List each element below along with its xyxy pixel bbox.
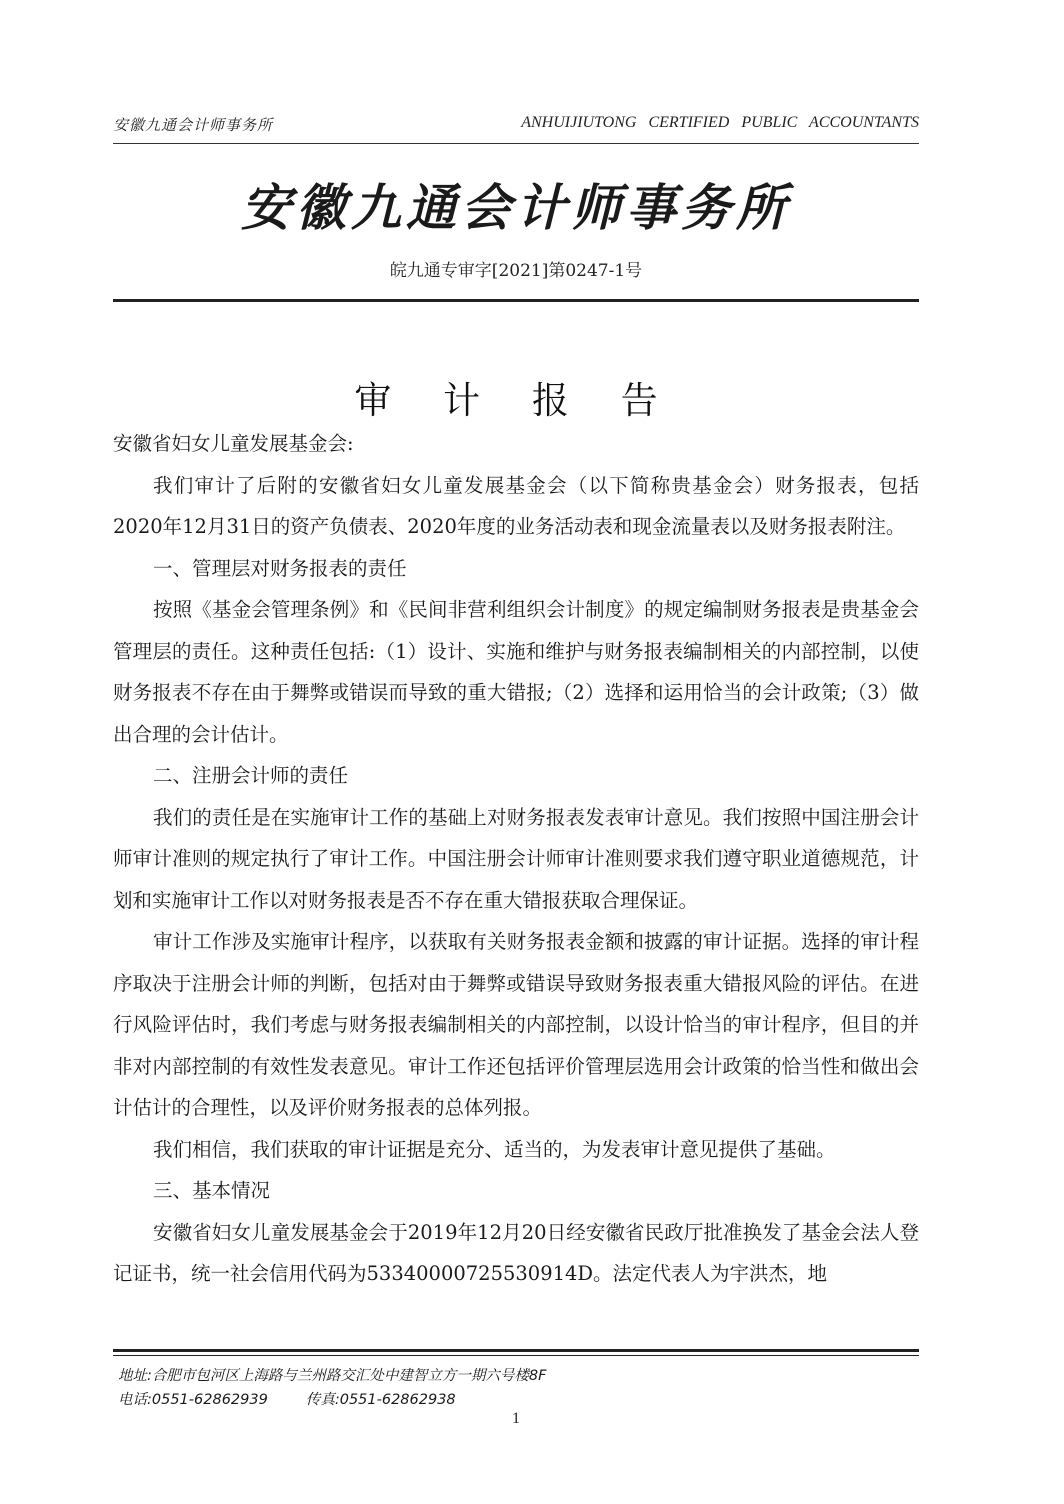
footer-contact bbox=[118, 1388, 456, 1409]
header-divider bbox=[113, 143, 919, 144]
running-header bbox=[113, 112, 919, 140]
firm-title: 安徽九通会计师事务所 bbox=[241, 179, 791, 237]
paragraph-management-responsibility: 按照《基金会管理条例》和《民间非营利组织会计制度》的规定编制财务报表是贵基金会管理层的责任。这种责任包括:（1）设计、实施和维护与财务报表编制相关的内部控制，以使财务报表不存在由于舞弊或错误而导致的重大错报;（2）选择和运用恰当的会计政策;（3）做出合理的会计估计。 bbox=[113, 598, 919, 746]
header-firm-name-en: ANHUIJIUTONG CERTIFIED PUBLIC ACCOUNTANTS bbox=[521, 114, 919, 131]
salutation: 安徽省妇女儿童发展基金会: bbox=[113, 432, 354, 455]
section-heading-management: 一、管理层对财务报表的责任 bbox=[153, 556, 407, 580]
paragraph-basic-info: 安徽省妇女儿童发展基金会于2019年12月20日经安徽省民政厅批准换发了基金会法人登记证书，统一社会信用代码为53340000725530914D。法定代表人为宇洪杰，地 bbox=[113, 1220, 919, 1285]
header-firm-name-cn: 安徽九通会计师事务所 bbox=[113, 116, 274, 134]
page-number: 1 bbox=[512, 1410, 520, 1427]
footer-divider-thick bbox=[113, 1349, 919, 1352]
report-body bbox=[113, 423, 919, 1295]
footer-phone: 电话:0551-62862939 bbox=[118, 1392, 268, 1408]
document-number: 皖九通专审字[2021]第0247-1号 bbox=[389, 261, 643, 281]
paragraph-audit-procedures: 审计工作涉及实施审计程序，以获取有关财务报表金额和披露的审计证据。选择的审计程序取决于注册会计师的判断，包括对由于舞弊或错误导致财务报表重大错报风险的评估。在进行风险评估时，我们考虑与财务报表编制相关的内部控制，以设计恰当的审计程序，但目的并非对内部控制的有效性发表意见。审计工作还包括评价管理层选用会计政策的恰当性和做出会计估计的合理性，以及评价财务报表的总体列报。 bbox=[113, 930, 919, 1119]
section-heading-auditor: 二、注册会计师的责任 bbox=[153, 764, 349, 787]
title-divider bbox=[113, 299, 919, 302]
footer-divider-thin bbox=[113, 1355, 919, 1356]
section-heading-basic-info: 三、基本情况 bbox=[153, 1179, 271, 1202]
paragraph-audit-evidence: 我们相信，我们获取的审计证据是充分、适当的，为发表审计意见提供了基础。 bbox=[153, 1137, 836, 1161]
report-title: 审 计 报 告 bbox=[354, 379, 678, 422]
footer-fax: 传真:0551-62862938 bbox=[305, 1392, 456, 1408]
paragraph-intro: 我们审计了后附的安徽省妇女儿童发展基金会（以下简称贵基金会）财务报表，包括2020年12月31日的资产负债表、2020年度的业务活动表和现金流量表以及财务报表附注。 bbox=[113, 473, 919, 538]
footer-address: 地址:合肥市包河区上海路与兰州路交汇处中建智立方一期六号楼8F bbox=[118, 1368, 547, 1384]
paragraph-auditor-responsibility: 我们的责任是在实施审计工作的基础上对财务报表发表审计意见。我们按照中国注册会计师审计准则的规定执行了审计工作。中国注册会计师审计准则要求我们遵守职业道德规范，计划和实施审计工作以对财务报表是否不存在重大错报获取合理保证。 bbox=[113, 805, 919, 912]
